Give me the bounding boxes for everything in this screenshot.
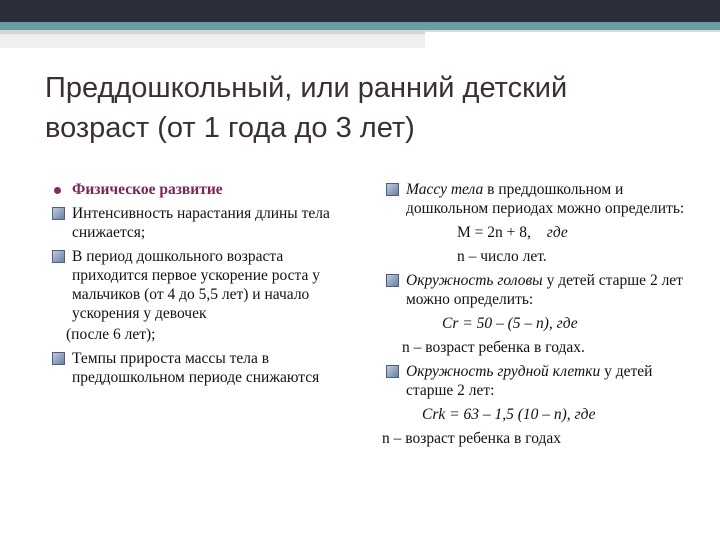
header-dark-band [0, 0, 720, 22]
list-item-text: у детей старше 2 лет: [406, 363, 653, 399]
list-item [48, 204, 353, 242]
list-item [48, 247, 353, 323]
list-item [48, 349, 353, 387]
formula-note: n – возраст ребенка в годах [382, 430, 562, 447]
list-item-continuation: (после 6 лет); [66, 326, 156, 343]
square-bullet-icon [386, 274, 399, 287]
formula-text: М = 2n + 8, [457, 224, 531, 241]
square-bullet-icon [386, 365, 399, 378]
list-item [382, 180, 702, 218]
formula-where: где [546, 224, 568, 241]
formula-mass [382, 223, 702, 242]
square-bullet-icon [386, 183, 399, 196]
header-fade-band [0, 34, 425, 48]
list-item-text: В период дошкольного возраста приходится первое ускорение роста у мальчиков (от 4 до 5,5 лет) и начало ускорения у девочек [72, 248, 320, 322]
right-column [382, 180, 702, 453]
formula-note: n – число лет. [457, 248, 547, 265]
list-item-text: в преддошкольном и дошкольном периодах можно определить: [406, 181, 685, 217]
header-teal-band [0, 22, 720, 30]
formula-note: n – возраст ребенка в годах. [402, 339, 585, 356]
square-bullet-icon [52, 207, 65, 220]
list-item-text: Интенсивность нарастания длины тела снижается; [72, 205, 330, 241]
list-item [382, 271, 702, 309]
formula-chest: Crk = 63 – 1,5 (10 – n), где [422, 406, 596, 423]
slide-title [45, 68, 685, 148]
square-bullet-icon [52, 352, 65, 365]
header-white-tab [425, 31, 720, 50]
term-head-circumference: Окружность головы [406, 272, 543, 289]
round-bullet-icon [54, 187, 61, 194]
title-line-1: Преддошкольный, или ранний детский [45, 72, 568, 104]
list-item-text: у детей старше 2 лет можно определить: [406, 272, 683, 308]
term-body-mass: Массу тела [406, 181, 484, 198]
list-item-text: Темпы прироста массы тела в преддошкольном периоде снижаются [72, 350, 320, 386]
title-line-2: возраст (от 1 года до 3 лет) [45, 112, 415, 144]
formula-head: Cr = 50 – (5 – n), где [442, 315, 578, 332]
square-bullet-icon [52, 250, 65, 263]
list-item [382, 362, 702, 400]
term-chest-circumference: Окружность грудной клетки [406, 363, 601, 380]
heading-item [48, 180, 353, 199]
section-heading: Физическое развитие [72, 181, 223, 198]
left-column [48, 180, 353, 392]
